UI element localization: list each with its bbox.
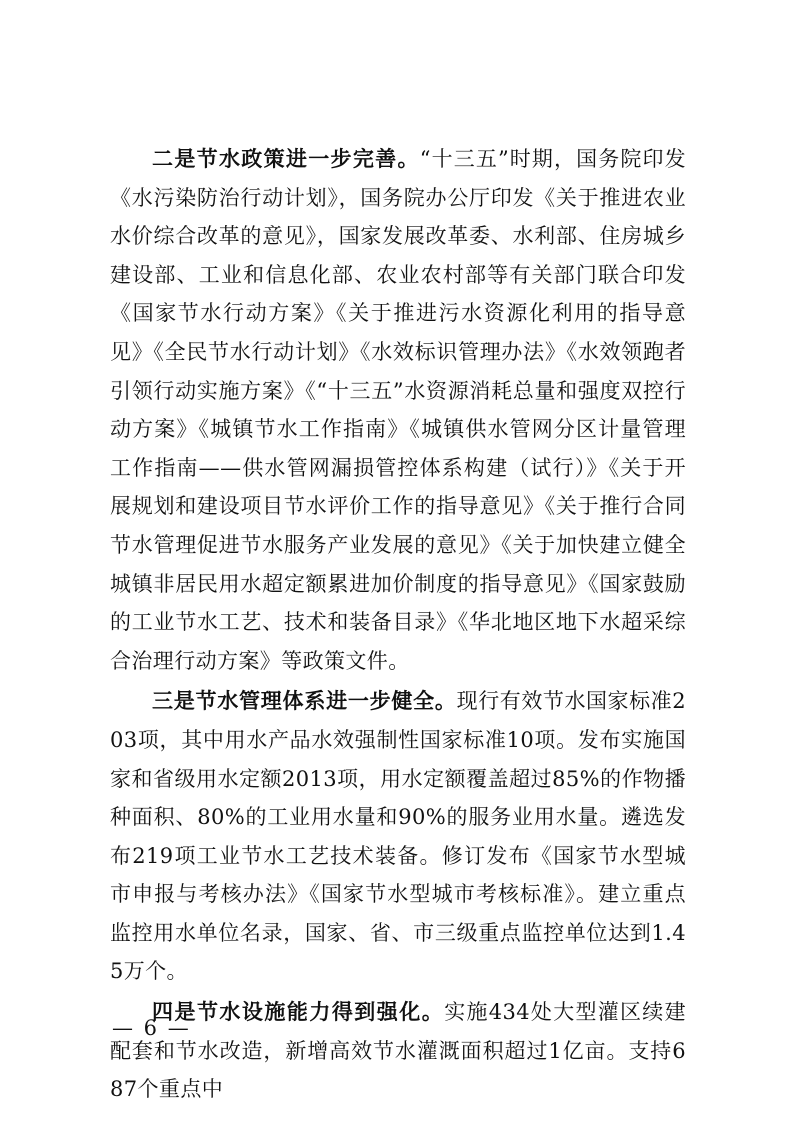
paragraph-text: 实施434处大型灌区续建配套和节水改造，新增高效节水灌溉面积超过1亿亩。支持687个重点中 [110,1000,686,1102]
paragraph-text: 现行有效节水国家标准203项，其中用水产品水效强制性国家标准10项。发布实施国家和省级用水定额2013项，用水定额覆盖超过85%的作物播种面积、80%的工业用水量和90%的服务业用水量。遴选发布219项工业节水工艺技术装备。修订发布《国家节水型城市申报与考核办法》《国家节水型城市考核标准》。建立重点监控用水单位名录，国家、省、市三级重点监控单位达到1.45万个。 [110,689,686,984]
page-number: — 6 — [112,1016,191,1040]
paragraph-policy [110,140,686,680]
paragraph-management [110,682,686,991]
paragraph-text: “十三五”时期，国务院印发《水污染防治行动计划》，国务院办公厅印发《关于推进农业水价综合改革的意见》，国家发展改革委、水利部、住房城乡建设部、工业和信息化部、农业农村部等有关部门联合印发《国家节水行动方案》《关于推进污水资源化利用的指导意见》《全民节水行动计划》《水效标识管理办法》《水效领跑者引领行动实施方案》《“十三五”水资源消耗总量和强度双控行动方案》《城镇节水工作指南》《城镇供水管网分区计量管理工作指南——供水管网漏损管控体系构建（试行）》《关于开展规划和建设项目节水评价工作的指导意见》《关于推行合同节水管理促进节水服务产业发展的意见》《关于加快建立健全城镇非居民用水超定额累进加价制度的指导意见》《国家鼓励的工业节水工艺、技术和装备目录》《华北地区地下水超采综合治理行动方案》等政策文件。 [110,147,686,673]
paragraph-lead: 四是节水设施能力得到强化。 [152,1000,445,1025]
paragraph-facilities [110,993,686,1109]
paragraph-lead: 三是节水管理体系进一步健全。 [152,689,457,714]
document-body [110,140,686,1109]
paragraph-lead: 二是节水政策进一步完善。 [152,147,420,171]
